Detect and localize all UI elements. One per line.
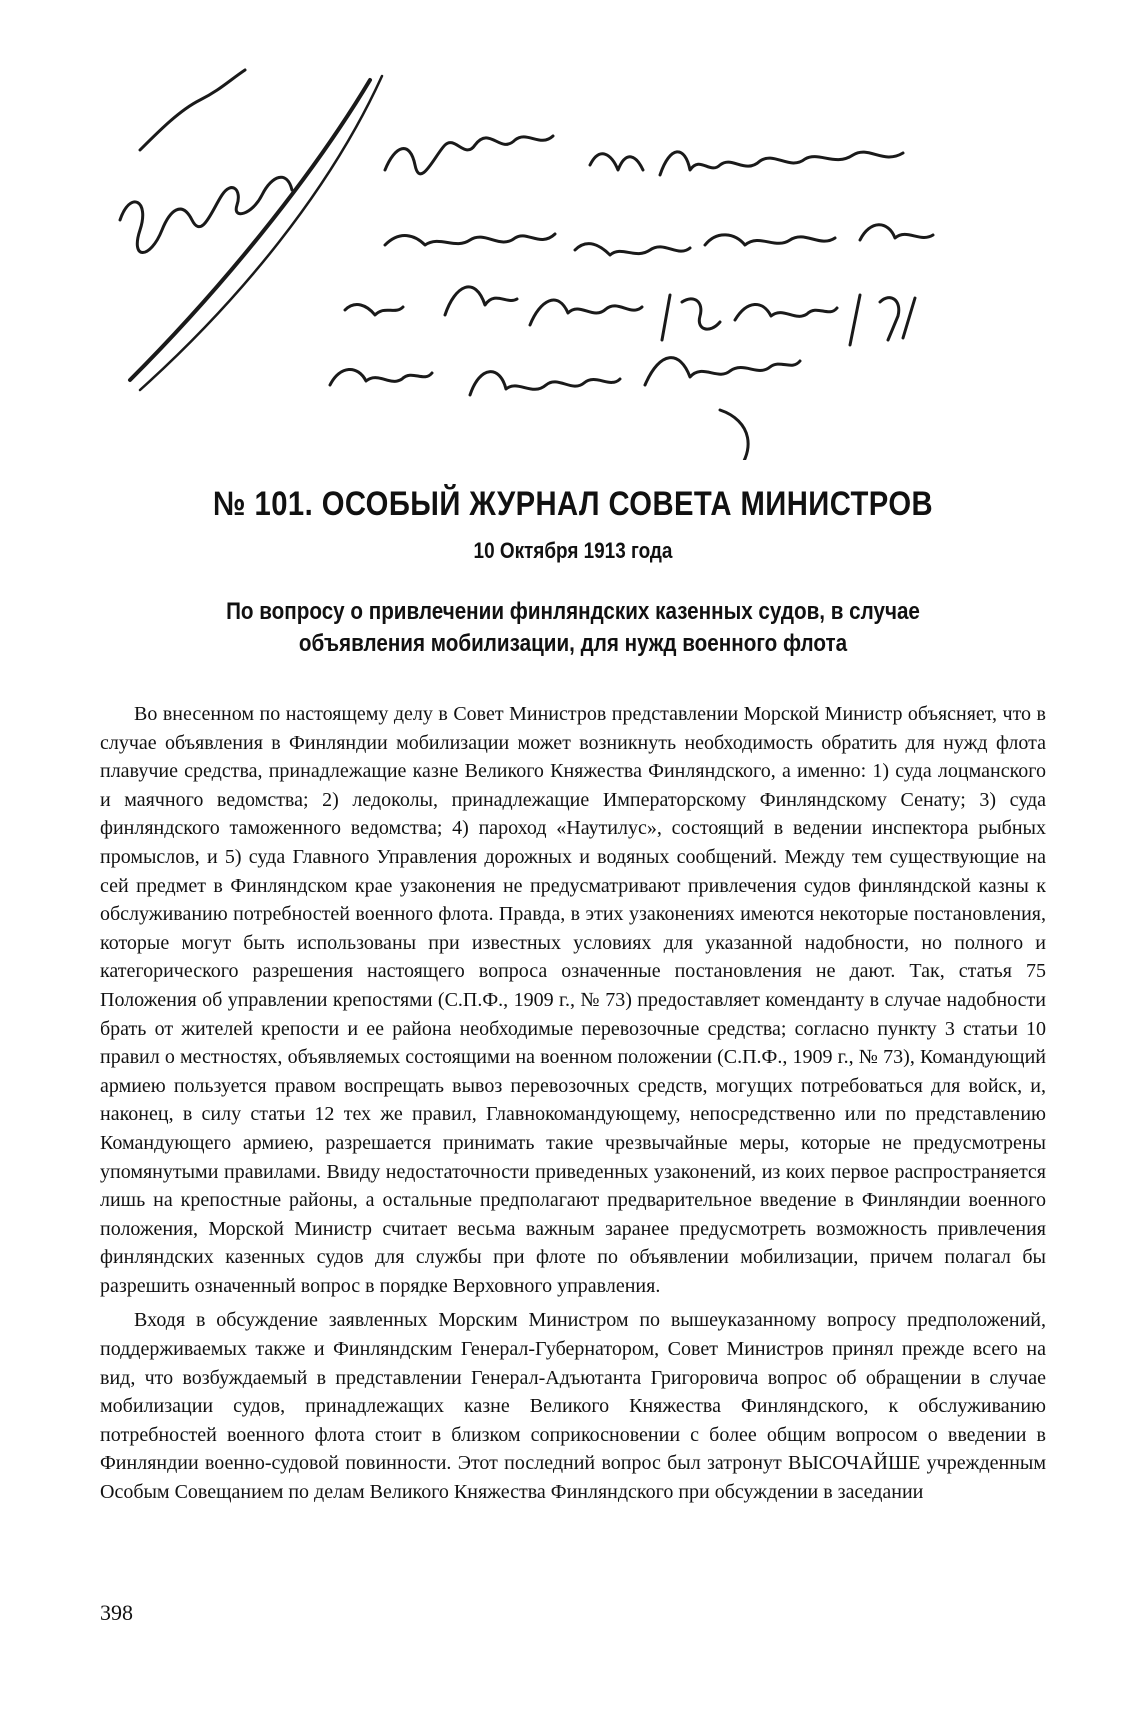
document-header [100,485,1046,660]
document-title: № 101. ОСОБЫЙ ЖУРНАЛ СОВЕТА МИНИСТРОВ [212,485,934,523]
handwritten-resolution [100,40,980,460]
document-subject: По вопросу о привлечении финляндских казенных судов, в случае объявления мобилизации, для нужд военного флота [226,598,920,657]
body-paragraph-1: Во внесенном по настоящему делу в Совет Министров представлении Морской Министр объясняет, что в случае объявления в Финляндии мобилизации может возникнуть необходимость обратить для нужд флота плавучие средства, принадлежащие казне Великого Княжества Финляндского, а именно: 1) суда лоцманского и маячного ведомства; 2) ледоколы, принадлежащие Императорскому Финляндскому Сенату; 3) суда финляндского таможенного ведомства; 4) пароход «Наутилус», состоящий в ведении инспектора рыбных промыслов, и 5) суда Главного Управления дорожных и водяных сообщений. Между тем существующие на сей предмет в Финляндском крае узаконения не предусматривают привлечения судов финляндской казны к обслуживанию потребностей военного флота. Правда, в этих узаконениях имеются некоторые постановления, которые могут быть использованы при известных условиях для указанной надобности, но полного и категорического разрешения настоящего вопроса означенные постановления не дают. Так, статья 75 Положения об управлении крепостями (С.П.Ф., 1909 г., № 73) предоставляет коменданту в случае надобности брать от жителей крепости и ее района необходимые перевозочные средства; согласно пункту 3 статьи 10 правил о местностях, объявляемых состоящими на военном положении (С.П.Ф., 1909 г., № 73), Командующий армиею пользуется правом воспрещать вывоз перевозочных средств, могущих потребоваться для войск, и, наконец, в силу статьи 12 тех же правил, Главнокомандующему, непосредственно или по представлению Командующего армиею, разрешается принимать такие чрезвычайные меры, которые не предусмотрены упомянутыми правилами. Ввиду недостаточности приведенных узаконений, из коих первое распространяется лишь на крепостные районы, а остальные предполагают предварительное введение в Финляндии военного положения, Морской Министр считает весьма важным заранее предусмотреть возможность привлечения финляндских казенных судов для службы при флоте по объявлении мобилизации, причем полагал бы разрешить означенный вопрос в порядке Верховного управления. [100,703,1046,1297]
handwriting-scribble [100,40,980,460]
document-body [100,700,1046,1513]
document-date: 10 Октября 1913 года [473,538,673,563]
body-paragraph-2: Входя в обсуждение заявленных Морским Министром по вышеуказанному вопросу предположений, поддерживаемых также и Финляндским Генерал-Губернатором, Совет Министров принял прежде всего на вид, что возбуждаемый в представлении Генерал-Адъютанта Григоровича вопрос об обращении в случае мобилизации судов, принадлежащих казне Великого Княжества Финляндского, к обслуживанию потребностей военного флота стоит в близком соприкосновении с более общим вопросом о введении в Финляндии военно-судовой повинности. Этот последний вопрос был затронут ВЫСОЧАЙШЕ учрежденным Особым Совещанием по делам Великого Княжества Финляндского при обсуждении в заседании [100,1309,1046,1504]
page-number: 398 [100,1600,133,1625]
